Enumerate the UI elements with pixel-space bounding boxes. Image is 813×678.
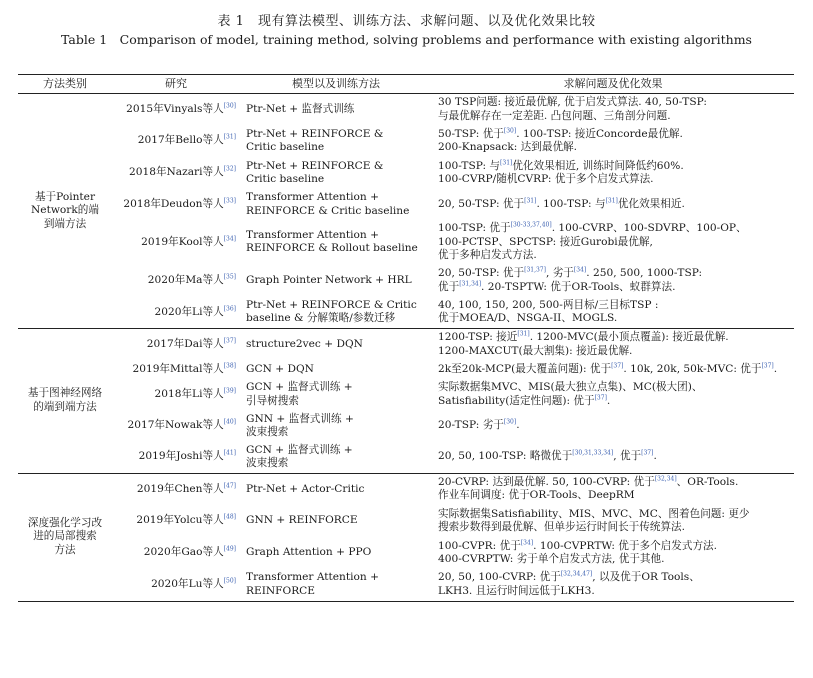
category-label: 深度强化学习改 bbox=[27, 516, 103, 529]
table-header-row bbox=[18, 75, 794, 94]
citation-ref: [34] bbox=[223, 234, 236, 242]
model-text: baseline & 分解策略/参数迁移 bbox=[246, 312, 396, 325]
model-text: Transformer Attention + bbox=[246, 191, 379, 203]
result-cell bbox=[432, 297, 794, 329]
result-text: 实际数据集Satisfiability、MIS、MVC、MC、图着色问题: 更少 bbox=[438, 507, 750, 520]
result-text: 搜索步数得到最优解、但单步运行时间长于传统算法. bbox=[438, 521, 686, 533]
model-text: 波束搜索 bbox=[246, 457, 289, 469]
result-cell bbox=[432, 157, 794, 189]
citation-ref: [31] bbox=[524, 197, 537, 205]
model-text: GNN + REINFORCE bbox=[246, 514, 358, 527]
header-category: 方法类别 bbox=[43, 77, 87, 91]
citation-ref: [37] bbox=[611, 362, 624, 370]
category-cell bbox=[18, 329, 112, 474]
result-cell bbox=[432, 125, 794, 157]
citation-ref: [31,34] bbox=[459, 279, 482, 287]
result-cell bbox=[432, 379, 794, 411]
study-cell bbox=[112, 537, 240, 569]
citation-ref: [37] bbox=[641, 449, 654, 457]
model-cell bbox=[240, 220, 432, 265]
result-text: 与最优解存在一定差距. 凸包问题、三角剖分问题. bbox=[438, 109, 671, 122]
result-text: 1200-MAXCUT(最大割集): 接近最优解. bbox=[438, 344, 633, 357]
study-cell bbox=[112, 157, 240, 189]
table-row bbox=[18, 361, 794, 379]
model-text: REINFORCE & Rollout baseline bbox=[246, 242, 418, 255]
model-cell bbox=[240, 297, 432, 329]
result-text: 20-CVRP: 达到最优解. 50, 100-CVRP: 优于[32,34]、OR-Tools. bbox=[438, 475, 739, 488]
study-name: 2019年Mittal等人 bbox=[132, 362, 224, 375]
model-text: Graph Attention + PPO bbox=[246, 546, 372, 559]
result-text: 作业车间调度: 优于OR-Tools、DeepRM bbox=[438, 489, 635, 502]
category-label: 基于Pointer bbox=[34, 190, 96, 203]
citation-ref: [31] bbox=[605, 197, 618, 205]
citation-ref: [39] bbox=[223, 387, 236, 395]
study-cell bbox=[112, 297, 240, 329]
result-text: 30 TSP问题: 接近最优解, 优于启发式算法. 40, 50-TSP: bbox=[438, 96, 707, 108]
result-text: 2k至20k-MCP(最大覆盖问题): 优于[37]. 10k, 20k, 50k-MVC: 优于[37]. bbox=[438, 362, 778, 375]
study-name: 2017年Nowak等人 bbox=[127, 419, 224, 432]
citation-ref: [41] bbox=[223, 449, 236, 457]
result-text: 100-TSP: 优于[30-33,37,40]. 100-CVRP、100-SDVRP、100-OP、 bbox=[438, 221, 747, 234]
result-cell bbox=[432, 361, 794, 379]
category-label: 的端到端方法 bbox=[33, 400, 97, 413]
category-label: 到端方法 bbox=[43, 217, 87, 230]
model-text: GCN + 监督式训练 + bbox=[246, 443, 353, 456]
header-result: 求解问题及优化效果 bbox=[563, 77, 663, 91]
result-text: 100-CVRP/随机CVRP: 优于多个启发式算法. bbox=[438, 173, 654, 185]
result-text: Satisfiability(适定性问题): 优于[37]. bbox=[438, 393, 611, 407]
table-row bbox=[18, 297, 794, 329]
category-label: Network的端 bbox=[31, 204, 99, 217]
table-caption-chinese: 表 1 现有算法模型、训练方法、求解问题、以及优化效果比较 bbox=[217, 14, 596, 29]
citation-ref: [31] bbox=[517, 330, 530, 338]
result-text: 200-Knapsack: 达到最优解. bbox=[438, 141, 578, 153]
comparison-table bbox=[18, 74, 794, 602]
category-label: 基于图神经网络 bbox=[27, 387, 103, 400]
citation-ref: [37] bbox=[594, 393, 607, 401]
study-cell bbox=[112, 265, 240, 297]
study-name: 2018年Li等人 bbox=[154, 387, 224, 400]
result-cell bbox=[432, 411, 794, 442]
model-cell bbox=[240, 505, 432, 537]
citation-ref: [38] bbox=[223, 362, 236, 370]
model-text: 引导树搜索 bbox=[246, 394, 299, 407]
model-cell bbox=[240, 473, 432, 505]
citation-ref: [32,34] bbox=[654, 475, 677, 483]
citation-ref: [30] bbox=[503, 126, 517, 134]
model-cell bbox=[240, 379, 432, 411]
category-label: 进的局部搜索 bbox=[33, 530, 97, 543]
result-text: 优于[31,34]. 20-TSPTW: 优于OR-Tools、蚁群算法. bbox=[438, 279, 676, 293]
study-name: 2018年Deudon等人 bbox=[123, 197, 224, 210]
table-row bbox=[18, 569, 794, 601]
citation-ref: [37] bbox=[223, 337, 236, 345]
citation-ref: [30] bbox=[503, 418, 517, 426]
table-row bbox=[18, 329, 794, 361]
table-row bbox=[18, 94, 794, 126]
table-row bbox=[18, 189, 794, 220]
result-text: LKH3. 且运行时间远低于LKH3. bbox=[438, 584, 595, 597]
model-cell bbox=[240, 361, 432, 379]
study-name: 2019年Yolcu等人 bbox=[136, 514, 224, 527]
result-text: 20, 50, 100-CVRP: 优于[32,34,47], 以及优于OR Tools、 bbox=[438, 570, 700, 584]
study-name: 2017年Bello等人 bbox=[137, 134, 224, 147]
model-cell bbox=[240, 329, 432, 361]
study-name: 2020年Gao等人 bbox=[143, 546, 224, 559]
study-cell bbox=[112, 125, 240, 157]
table-row bbox=[18, 505, 794, 537]
citation-ref: [49] bbox=[223, 545, 236, 553]
result-cell bbox=[432, 329, 794, 361]
result-text: 优于MOEA/D、NSGA-II、MOGLS. bbox=[438, 312, 618, 325]
model-text: Ptr-Net + 监督式训练 bbox=[246, 102, 355, 115]
table-row bbox=[18, 157, 794, 189]
result-text: 40, 100, 150, 200, 500-两目标/三目标TSP : bbox=[438, 298, 659, 311]
study-name: 2020年Lu等人 bbox=[151, 578, 224, 590]
model-text: Graph Pointer Network + HRL bbox=[246, 273, 412, 286]
table-row bbox=[18, 379, 794, 411]
model-cell bbox=[240, 94, 432, 126]
category-cell bbox=[18, 94, 112, 329]
category-label: 方法 bbox=[54, 543, 76, 556]
citation-ref: [47] bbox=[223, 481, 236, 489]
result-cell bbox=[432, 189, 794, 220]
study-cell bbox=[112, 220, 240, 265]
table-row bbox=[18, 537, 794, 569]
model-text: 波束搜索 bbox=[246, 426, 289, 438]
result-text: 100-TSP: 与[31]优化效果相近, 训练时间降低约60%. bbox=[438, 158, 684, 172]
study-cell bbox=[112, 505, 240, 537]
model-cell bbox=[240, 537, 432, 569]
citation-ref: [48] bbox=[223, 513, 236, 521]
model-text: Critic baseline bbox=[246, 141, 325, 153]
citation-ref: [34] bbox=[520, 538, 534, 546]
table-row bbox=[18, 265, 794, 297]
result-text: 20-TSP: 劣于[30]. bbox=[438, 418, 520, 432]
study-cell bbox=[112, 473, 240, 505]
study-name: 2020年Ma等人 bbox=[147, 273, 224, 286]
study-name: 2019年Kool等人 bbox=[141, 235, 224, 248]
citation-ref: [37] bbox=[761, 362, 774, 370]
citation-ref: [33] bbox=[223, 197, 236, 205]
study-cell bbox=[112, 189, 240, 220]
study-cell bbox=[112, 569, 240, 601]
study-cell bbox=[112, 379, 240, 411]
model-text: Transformer Attention + bbox=[246, 571, 379, 584]
table-row bbox=[18, 220, 794, 265]
study-name: 2020年Li等人 bbox=[154, 305, 224, 318]
result-cell bbox=[432, 442, 794, 474]
result-text: 20, 50-TSP: 优于[31]. 100-TSP: 与[31]优化效果相近. bbox=[438, 197, 685, 210]
citation-ref: [31] bbox=[500, 158, 513, 166]
result-cell bbox=[432, 537, 794, 569]
result-text: 优于多种启发式方法. bbox=[438, 249, 537, 261]
citation-ref: [31] bbox=[223, 133, 236, 141]
result-cell bbox=[432, 94, 794, 126]
model-cell bbox=[240, 157, 432, 189]
result-text: 100-CVPR: 优于[34]. 100-CVPRTW: 优于多个启发式方法. bbox=[438, 538, 718, 552]
model-text: Ptr-Net + REINFORCE & bbox=[246, 159, 384, 172]
result-text: 20, 50-TSP: 优于[31,37], 劣于[34]. 250, 500, 1000-TSP: bbox=[438, 266, 703, 279]
result-text: 1200-TSP: 接近[31]. 1200-MVC(最小顶点覆盖): 接近最优解. bbox=[438, 330, 729, 344]
model-cell bbox=[240, 125, 432, 157]
study-name: 2019年Joshi等人 bbox=[138, 450, 224, 463]
citation-ref: [30] bbox=[223, 102, 236, 110]
model-text: GCN + DQN bbox=[246, 362, 314, 375]
citation-ref: [40] bbox=[223, 418, 236, 426]
model-text: Critic baseline bbox=[246, 173, 325, 185]
model-text: Ptr-Net + REINFORCE & bbox=[246, 127, 384, 140]
citation-ref: [34] bbox=[573, 266, 587, 274]
study-cell bbox=[112, 442, 240, 474]
category-cell bbox=[18, 473, 112, 601]
model-text: Ptr-Net + REINFORCE & Critic bbox=[246, 298, 417, 311]
table-row bbox=[18, 411, 794, 442]
study-cell bbox=[112, 94, 240, 126]
study-cell bbox=[112, 329, 240, 361]
study-name: 2018年Nazari等人 bbox=[128, 166, 224, 179]
header-model: 模型以及训练方法 bbox=[292, 77, 380, 91]
citation-ref: [36] bbox=[223, 304, 236, 312]
model-cell bbox=[240, 265, 432, 297]
model-text: GCN + 监督式训练 + bbox=[246, 381, 353, 393]
model-cell bbox=[240, 189, 432, 220]
result-text: 50-TSP: 优于[30]. 100-TSP: 接近Concorde最优解. bbox=[438, 126, 683, 140]
header-study: 研究 bbox=[165, 77, 187, 91]
table-row bbox=[18, 473, 794, 505]
citation-ref: [30-33,37,40] bbox=[510, 221, 552, 229]
table-row bbox=[18, 125, 794, 157]
result-cell bbox=[432, 505, 794, 537]
model-text: structure2vec + DQN bbox=[246, 338, 363, 350]
study-name: 2019年Chen等人 bbox=[136, 482, 224, 495]
result-text: 实际数据集MVC、MIS(最大独立点集)、MC(极大团)、 bbox=[438, 381, 703, 393]
table-caption-english: Table 1 Comparison of model, training method, solving problems and performance with existing algorithms bbox=[61, 32, 752, 47]
citation-ref: [31,37] bbox=[524, 266, 546, 274]
model-text: Ptr-Net + Actor-Critic bbox=[246, 482, 365, 495]
study-name: 2015年Vinyals等人 bbox=[126, 102, 224, 115]
citation-ref: [50] bbox=[223, 577, 236, 585]
result-text: 400-CVRPTW: 劣于单个启发式方法, 优于其他. bbox=[438, 553, 665, 565]
result-cell bbox=[432, 220, 794, 265]
result-cell bbox=[432, 473, 794, 505]
result-text: 100-PCTSP、SPCTSP: 接近Gurobi最优解, bbox=[438, 235, 653, 248]
model-cell bbox=[240, 411, 432, 442]
model-cell bbox=[240, 569, 432, 601]
model-text: Transformer Attention + bbox=[246, 228, 379, 241]
model-text: REINFORCE & Critic baseline bbox=[246, 204, 410, 217]
model-text: REINFORCE bbox=[246, 584, 316, 597]
citation-ref: [32,34,47] bbox=[560, 570, 593, 578]
citation-ref: [30,31,33,34] bbox=[572, 449, 614, 457]
model-cell bbox=[240, 442, 432, 474]
result-text: 20, 50, 100-TSP: 略微优于[30,31,33,34], 优于[37]. bbox=[438, 449, 657, 463]
table-row bbox=[18, 442, 794, 474]
study-name: 2017年Dai等人 bbox=[146, 338, 224, 350]
study-cell bbox=[112, 411, 240, 442]
result-cell bbox=[432, 569, 794, 601]
study-cell bbox=[112, 361, 240, 379]
citation-ref: [32] bbox=[223, 165, 236, 173]
citation-ref: [35] bbox=[223, 273, 236, 281]
model-text: GNN + 监督式训练 + bbox=[246, 412, 354, 425]
result-cell bbox=[432, 265, 794, 297]
table-body bbox=[18, 94, 794, 602]
